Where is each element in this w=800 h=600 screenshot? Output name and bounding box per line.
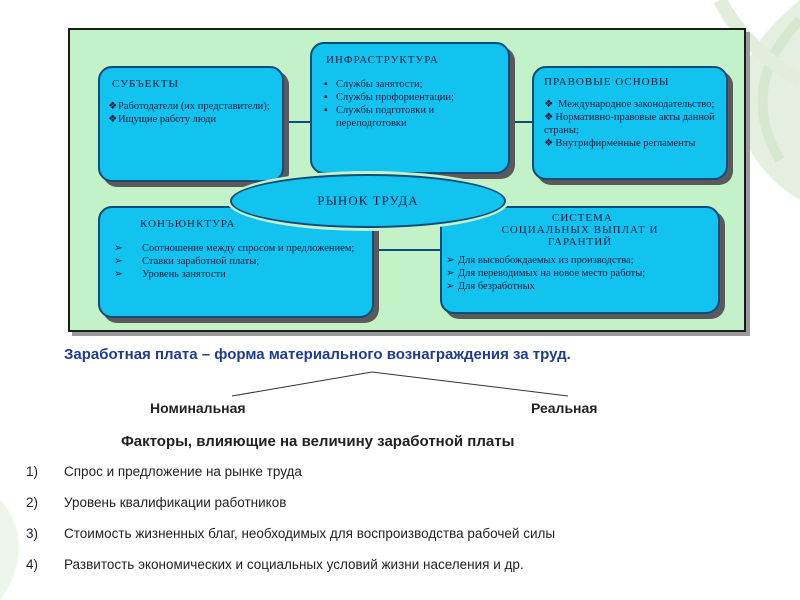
factor-item: 4) Развитость экономических и социальных условий жизни населения и др. [26, 557, 524, 572]
social-guarantees-box [440, 206, 720, 314]
infrastructure-item: ▪ Службы подготовки и переподготовки [324, 105, 435, 129]
subjects-title: СУБЪЕКТЫ [112, 78, 180, 90]
social-guarantees-item: ➢ Для высвобождаемых из производства; [446, 255, 634, 266]
diamond-bullet-icon: ❖ [108, 114, 118, 125]
conjuncture-item: ➢ Соотношение между спросом и предложением; [114, 243, 355, 254]
arrow-bullet-icon: ➢ [446, 281, 455, 292]
subjects-item: ❖ Ищущие работу люди [108, 114, 217, 125]
infrastructure-item: ▪ Службы профориентации; [324, 92, 454, 103]
conjuncture-item: ➢ Уровень занятости [114, 269, 226, 280]
labor-market-diagram [68, 28, 746, 332]
conjuncture-item: ➢ Ставки заработной платы; [114, 256, 260, 267]
square-bullet-icon: ▪ [324, 105, 328, 116]
subjects-item: ❖ Работодатели (их представители); [108, 101, 270, 112]
diamond-bullet-icon: ❖ [544, 138, 554, 149]
social-guarantees-item: ➢ Для переводимых на новое место работы; [446, 268, 646, 279]
social-guarantees-item: ➢ Для безработных [446, 281, 535, 292]
conjuncture-title: КОНЪЮНКТУРА [140, 218, 236, 230]
factor-item: 3) Стоимость жизненных благ, необходимых для воспроизводства рабочей силы [26, 526, 556, 541]
social-guarantees-title: СИСТЕМА СОЦИАЛЬНЫХ ВЫПЛАТ И ГАРАНТИЙ [501, 212, 659, 248]
arrow-bullet-icon: ➢ [114, 243, 123, 254]
labor-market-ellipse: РЫНОК ТРУДА [230, 174, 506, 228]
real-wage-label: Реальная [531, 400, 598, 416]
diamond-bullet-icon: ❖ [544, 99, 554, 110]
factors-title: Факторы, влияющие на величину заработной платы [121, 433, 515, 450]
diamond-bullet-icon: ❖ [108, 101, 118, 112]
arrow-bullet-icon: ➢ [446, 268, 455, 279]
wage-definition: Заработная плата – форма материального вознаграждения за труд. [64, 346, 571, 363]
square-bullet-icon: ▪ [324, 92, 328, 103]
legal-basis-item: ❖ Международное законодательство; [544, 99, 715, 110]
infrastructure-box [310, 42, 510, 174]
square-bullet-icon: ▪ [324, 79, 328, 90]
arrow-bullet-icon: ➢ [114, 269, 123, 280]
legal-basis-box [532, 66, 728, 180]
infrastructure-title: ИНФРАСТРУКТУРА [326, 54, 439, 66]
factor-item: 1) Спрос и предложение на рынке труда [26, 464, 302, 479]
diamond-bullet-icon: ❖ [544, 112, 554, 123]
legal-basis-item: ❖ Нормативно-правовые акты данной страны; [544, 112, 715, 136]
legal-basis-title: ПРАВОВЫЕ ОСНОВЫ [544, 76, 670, 88]
legal-basis-item: ❖ Внутрифирменные регламенты [544, 138, 696, 149]
subjects-box [98, 66, 284, 182]
arrow-bullet-icon: ➢ [446, 255, 455, 266]
infrastructure-item: ▪ Службы занятости; [324, 79, 423, 90]
factors-list [26, 464, 555, 588]
arrow-bullet-icon: ➢ [114, 256, 123, 267]
nominal-wage-label: Номинальная [150, 400, 246, 416]
factor-item: 2) Уровень квалификации работников [26, 495, 287, 510]
